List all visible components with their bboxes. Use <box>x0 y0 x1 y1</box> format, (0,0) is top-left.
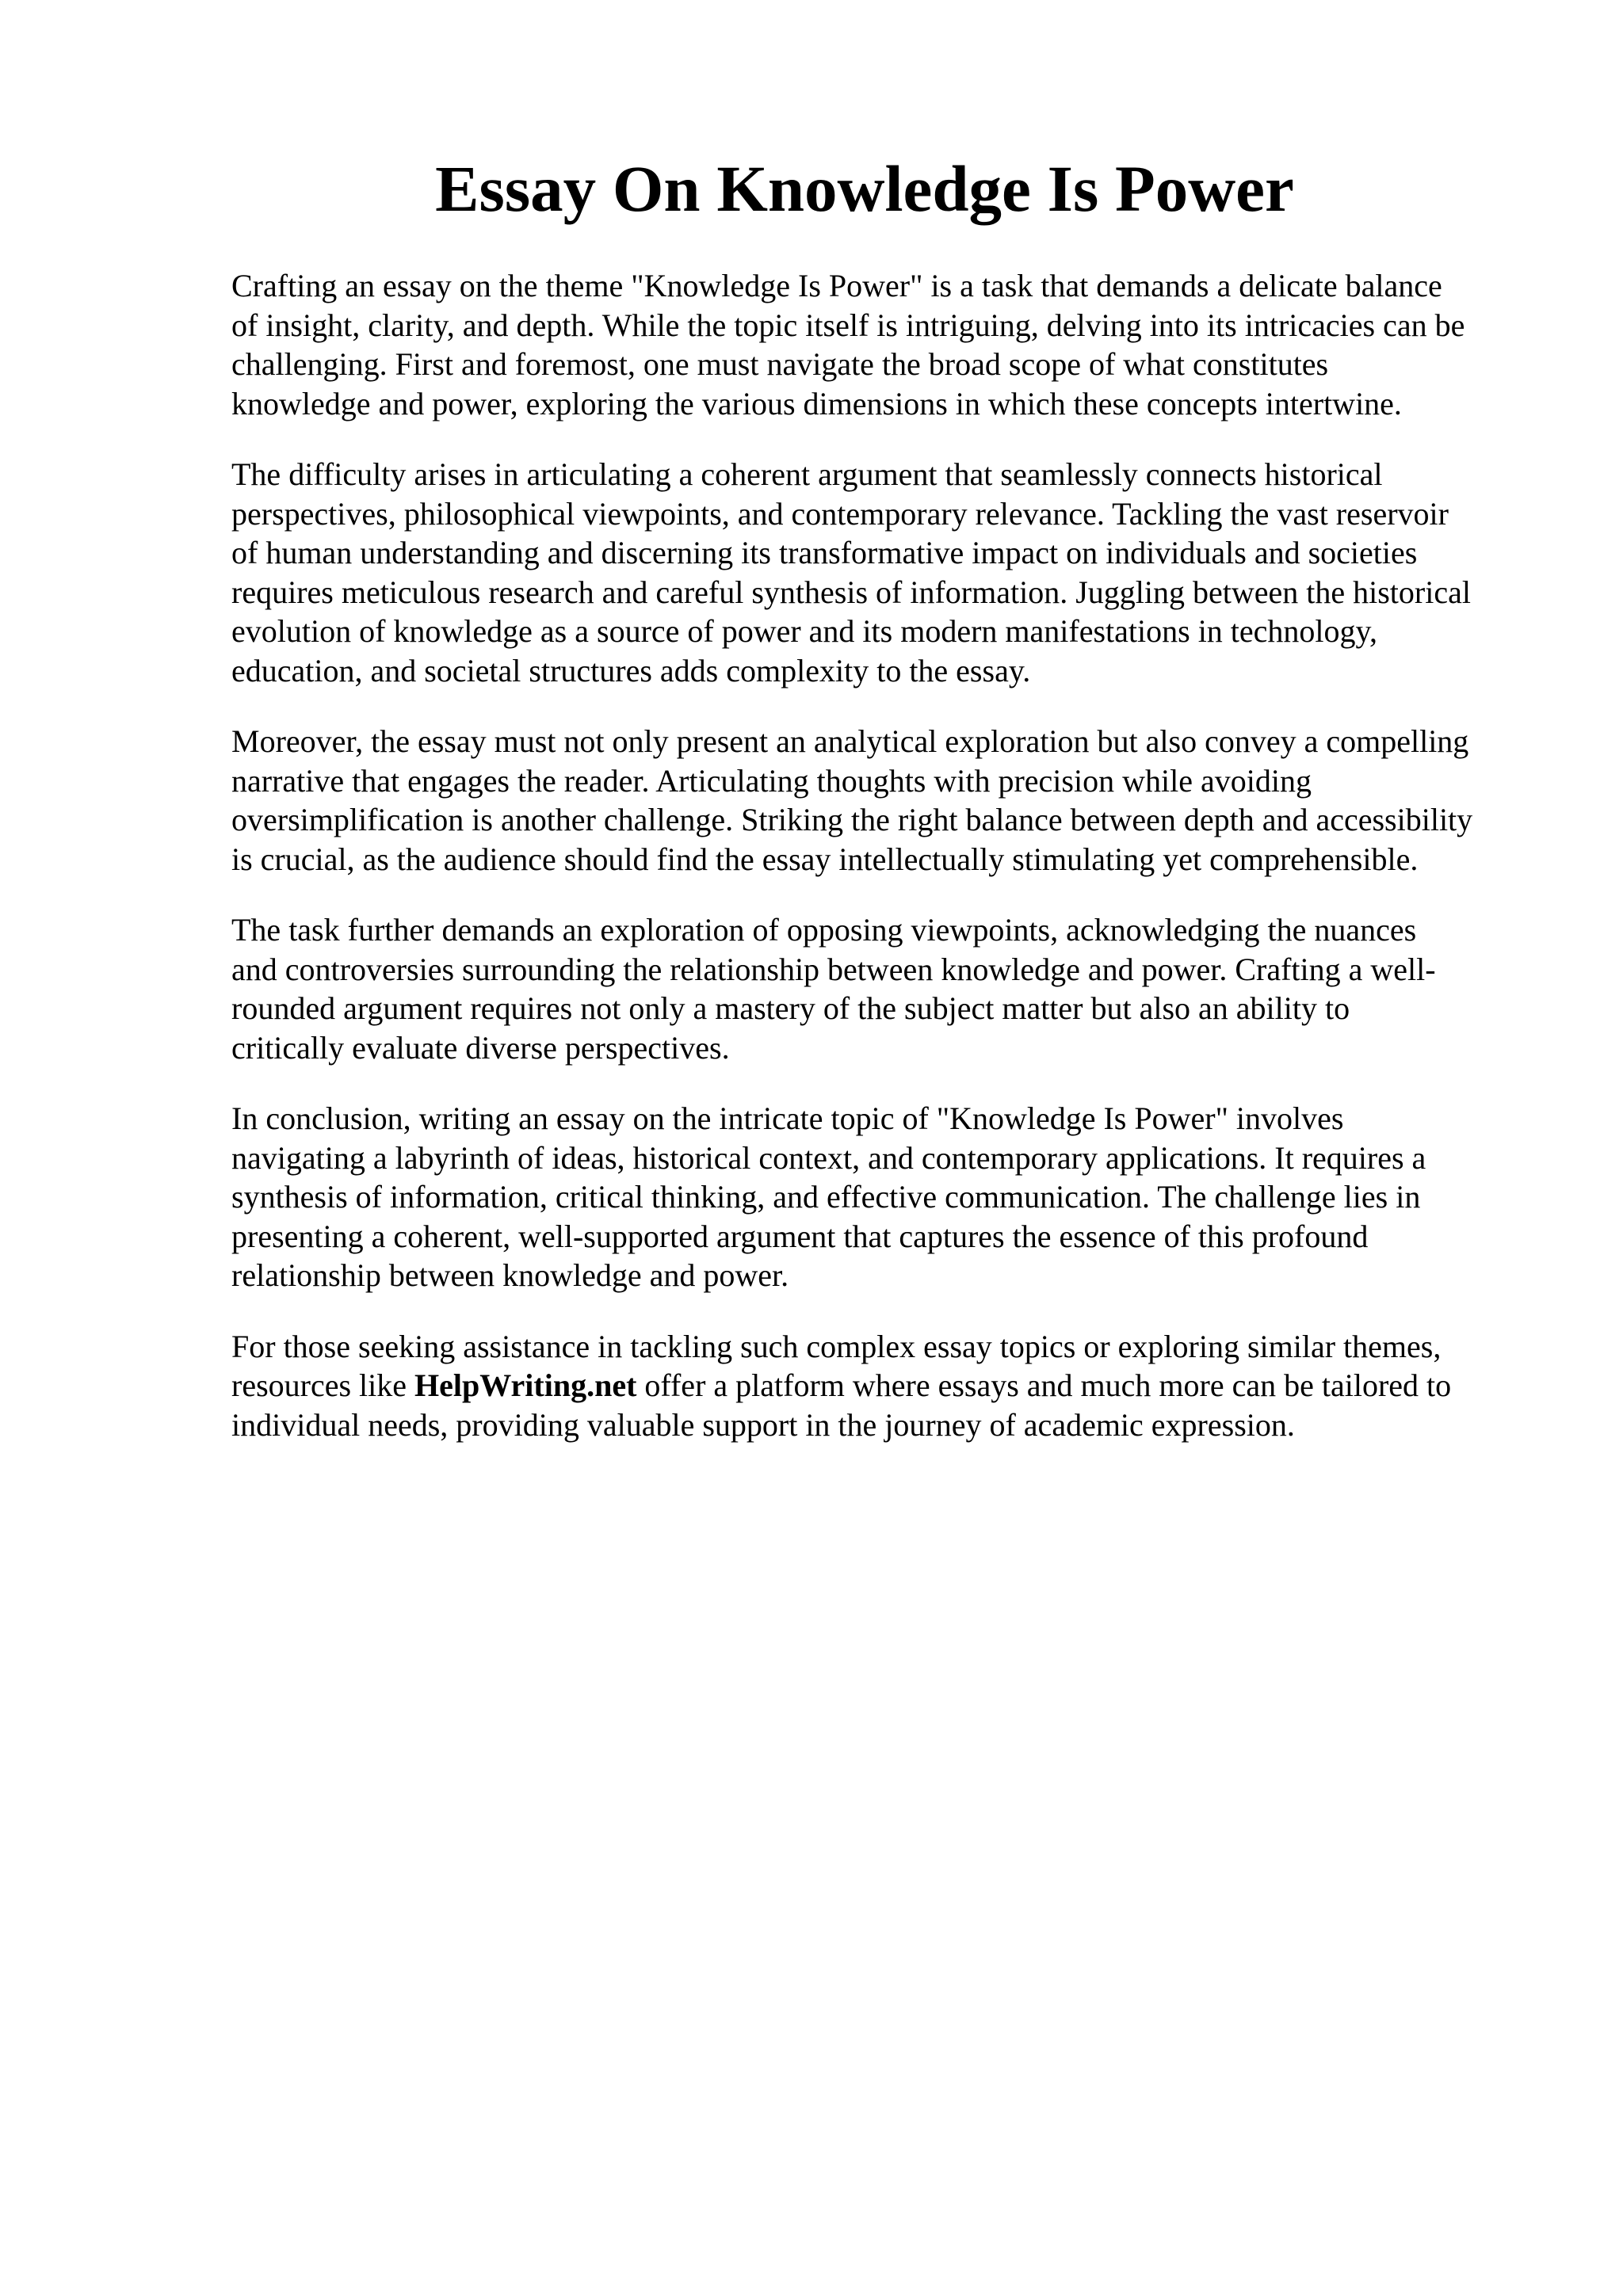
paragraph-line: is crucial, as the audience should find the essay intellectually stimulating yet comprehensible. <box>231 841 1419 877</box>
paragraph-line: requires meticulous research and careful synthesis of information. Juggling between the historical <box>231 574 1471 610</box>
paragraph-line: The task further demands an exploration of opposing viewpoints, acknowledging the nuances <box>231 912 1417 948</box>
paragraph-conclusion <box>231 1099 1523 1295</box>
paragraph-line: knowledge and power, exploring the various dimensions in which these concepts intertwine. <box>231 385 1402 421</box>
closing-text-after-brand: offer a platform where essays and much more can be tailored to <box>636 1367 1452 1403</box>
brand-name: HelpWriting.net <box>414 1367 637 1403</box>
document-body <box>231 266 1523 1476</box>
paragraph-line: oversimplification is another challenge. Striking the right balance between depth and accessibility <box>231 802 1473 837</box>
paragraph-line: synthesis of information, critical thinking, and effective communication. The challenge lies in <box>231 1179 1421 1215</box>
paragraph-difficulty <box>231 455 1523 690</box>
paragraph-line: Crafting an essay on the theme "Knowledge Is Power" is a task that demands a delicate balance <box>231 268 1442 303</box>
paragraph-line: relationship between knowledge and power. <box>231 1257 789 1293</box>
document-title: Essay On Knowledge Is Power <box>435 152 1294 225</box>
paragraph-line: presenting a coherent, well-supported argument that captures the essence of this profound <box>231 1218 1369 1254</box>
paragraph-line: of human understanding and discerning its transformative impact on individuals and societies <box>231 535 1418 570</box>
paragraph-line: evolution of knowledge as a source of power and its modern manifestations in technology, <box>231 613 1377 649</box>
paragraph-intro <box>231 266 1523 423</box>
paragraph-line: and controversies surrounding the relationship between knowledge and power. Crafting a well- <box>231 951 1436 987</box>
paragraph-line: education, and societal structures adds complexity to the essay. <box>231 652 1031 688</box>
paragraph-line: In conclusion, writing an essay on the intricate topic of "Knowledge Is Power" involves <box>231 1100 1344 1136</box>
paragraph-line: For those seeking assistance in tackling such complex essay topics or exploring similar themes, <box>231 1328 1442 1364</box>
closing-text-before-brand: resources like <box>231 1367 415 1403</box>
paragraph-line: narrative that engages the reader. Articulating thoughts with precision while avoiding <box>231 762 1312 799</box>
paragraph-closing <box>231 1327 1523 1445</box>
paragraph-line: critically evaluate diverse perspectives. <box>231 1029 730 1066</box>
paragraph-line: navigating a labyrinth of ideas, historical context, and contemporary applications. It requires a <box>231 1139 1426 1176</box>
paragraph-viewpoints <box>231 910 1523 1067</box>
paragraph-line: rounded argument requires not only a mastery of the subject matter but also an ability to <box>231 990 1350 1026</box>
paragraph-line: perspectives, philosophical viewpoints, and contemporary relevance. Tackling the vast reservoir <box>231 495 1449 532</box>
paragraph-line: of insight, clarity, and depth. While the topic itself is intriguing, delving into its intricacies can be <box>231 307 1465 343</box>
paragraph-line: challenging. First and foremost, one must navigate the broad scope of what constitutes <box>231 346 1329 382</box>
paragraph-line: individual needs, providing valuable support in the journey of academic expression. <box>231 1406 1295 1443</box>
paragraph-narrative <box>231 722 1523 879</box>
paragraph-line: The difficulty arises in articulating a coherent argument that seamlessly connects historical <box>231 456 1383 492</box>
paragraph-line-with-brand <box>231 1366 1523 1405</box>
paragraph-line: Moreover, the essay must not only present an analytical exploration but also convey a compelling <box>231 723 1469 759</box>
